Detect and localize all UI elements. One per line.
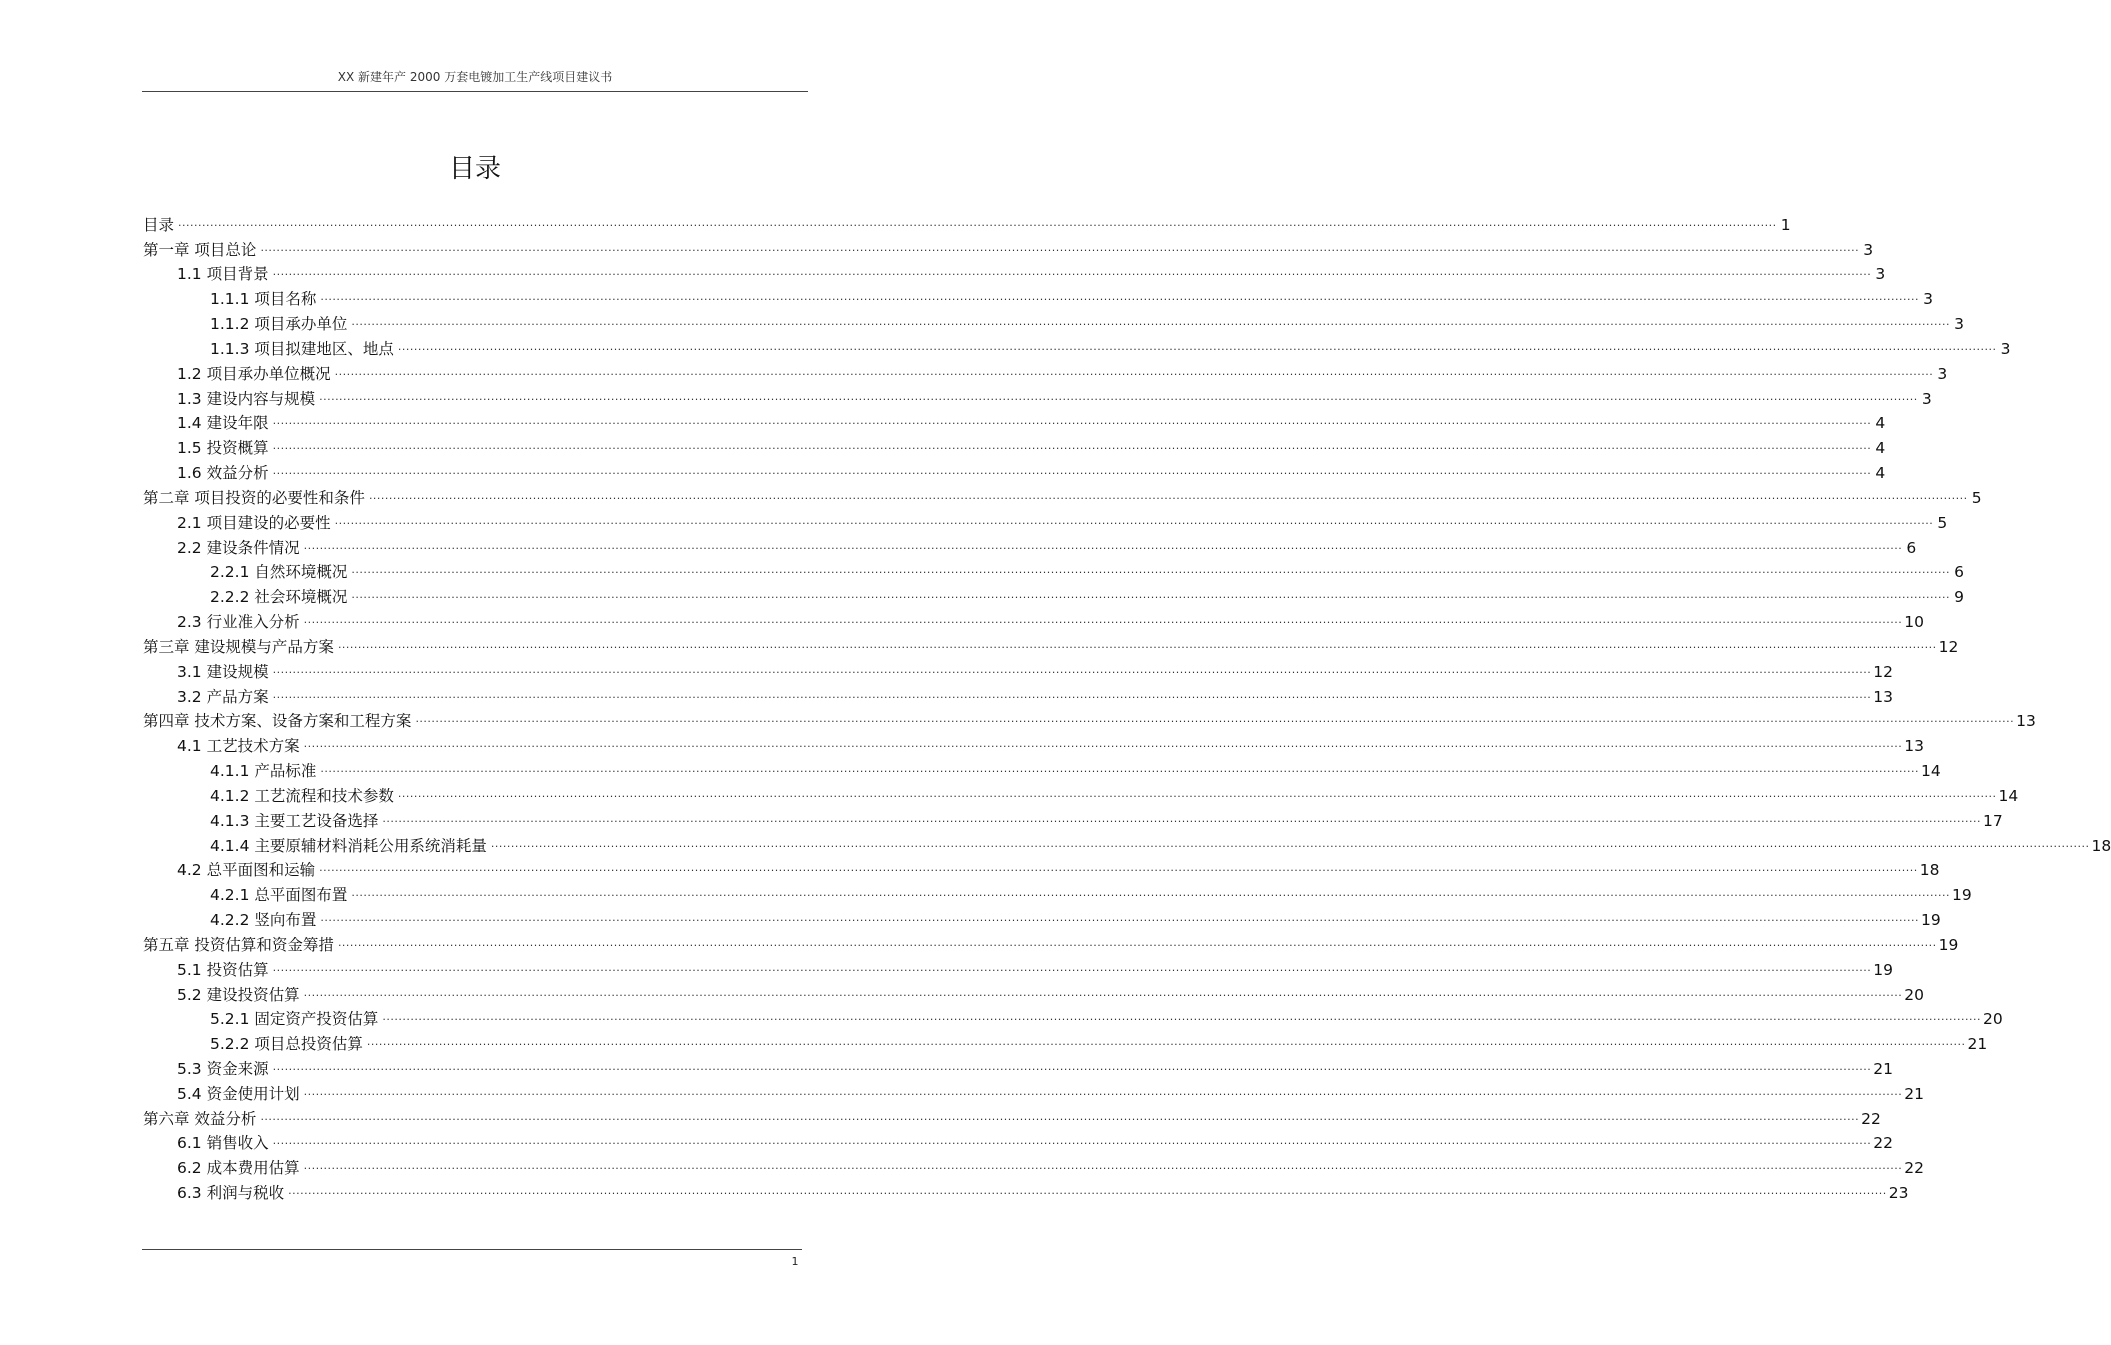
toc-entry-page: 18 <box>1919 861 1940 880</box>
toc-entry-page: 20 <box>1904 985 1924 1004</box>
toc-entry-page: 12 <box>1938 637 1959 656</box>
toc-entry-page: 4 <box>1875 464 1886 483</box>
toc-entry[interactable] <box>143 309 1965 334</box>
toc-entry-page: 19 <box>1938 935 1959 954</box>
toc-entry[interactable] <box>143 1178 1909 1203</box>
toc-entry-page: 21 <box>1967 1035 1988 1054</box>
dot-leader: ................................................................................................................................................................................................................................................................................................................................................................................................................ <box>272 414 1872 428</box>
toc-entry[interactable] <box>143 359 1948 384</box>
toc-entry-page: 10 <box>1904 613 1924 632</box>
toc-entry-label: 2.2 建设条件情况 <box>177 538 300 557</box>
dot-leader: ................................................................................................................................................................................................................................................................................................................................................................................................................ <box>303 985 1903 999</box>
page-title: 目录 <box>448 154 501 184</box>
toc-entry-label: 第三章 建设规模与产品方案 <box>143 637 334 656</box>
toc-entry-page: 18 <box>2091 836 2111 855</box>
dot-leader: ................................................................................................................................................................................................................................................................................................................................................................................................................ <box>303 1159 1903 1173</box>
toc-entry-page: 5 <box>1971 488 1982 507</box>
toc-entry[interactable] <box>143 955 1893 980</box>
toc-entry-page: 3 <box>1863 240 1874 259</box>
toc-entry-label: 目录 <box>143 215 175 234</box>
toc-entry-label: 2.3 行业准入分析 <box>177 613 300 632</box>
toc-entry[interactable] <box>143 582 1965 607</box>
toc-entry[interactable] <box>143 235 1874 260</box>
dot-leader: ................................................................................................................................................................................................................................................................................................................................................................................................................ <box>320 911 1920 925</box>
toc-entry[interactable] <box>143 731 1924 756</box>
dot-leader: ................................................................................................................................................................................................................................................................................................................................................................................................................ <box>303 613 1903 627</box>
toc-entry-label: 4.1.1 产品标准 <box>210 762 317 781</box>
dot-leader: ................................................................................................................................................................................................................................................................................................................................................................................................................ <box>272 265 1872 279</box>
toc-entry-page: 3 <box>1937 364 1948 383</box>
toc-entry-label: 第四章 技术方案、设备方案和工程方案 <box>143 712 412 731</box>
dot-leader: ................................................................................................................................................................................................................................................................................................................................................................................................................ <box>368 488 1968 502</box>
toc-entry-page: 19 <box>1952 886 1972 905</box>
toc-entry-label: 1.1.3 项目拟建地区、地点 <box>210 339 394 358</box>
toc-entry-label: 4.1.4 主要原辅材料消耗公用系统消耗量 <box>210 836 487 855</box>
toc-entry-page: 12 <box>1873 662 1893 681</box>
toc-entry-label: 5.1 投资估算 <box>177 960 269 979</box>
toc-entry-label: 6.2 成本费用估算 <box>177 1159 300 1178</box>
toc-entry[interactable] <box>143 1129 1893 1154</box>
dot-leader: ................................................................................................................................................................................................................................................................................................................................................................................................................ <box>272 439 1872 453</box>
toc-entry-page: 17 <box>1983 811 2003 830</box>
toc-entry[interactable] <box>143 657 1893 682</box>
toc-entry[interactable] <box>143 260 1886 285</box>
toc-entry[interactable] <box>143 707 2036 732</box>
toc-entry-label: 5.2.2 项目总投资估算 <box>210 1035 363 1054</box>
toc-entry[interactable] <box>143 334 2011 359</box>
toc-entry[interactable] <box>143 1079 1924 1104</box>
toc-entry-page: 22 <box>1904 1159 1924 1178</box>
toc-entry-label: 1.3 建设内容与规模 <box>177 389 316 408</box>
toc-entry-page: 3 <box>1923 290 1934 309</box>
toc-entry-page: 1 <box>1780 215 1791 234</box>
toc-entry-label: 1.5 投资概算 <box>177 439 269 458</box>
toc-entry[interactable] <box>143 607 1924 632</box>
dot-leader: ................................................................................................................................................................................................................................................................................................................................................................................................................ <box>337 637 1937 651</box>
toc-entry[interactable] <box>143 831 2111 856</box>
toc-entry-page: 9 <box>1954 588 1965 607</box>
toc-entry[interactable] <box>143 806 2003 831</box>
dot-leader: ................................................................................................................................................................................................................................................................................................................................................................................................................ <box>303 538 1903 552</box>
toc-entry[interactable] <box>143 632 1959 657</box>
toc-entry-label: 2.1 项目建设的必要性 <box>177 513 331 532</box>
toc-entry-label: 1.1.1 项目名称 <box>210 290 317 309</box>
toc-entry-label: 4.2 总平面图和运输 <box>177 861 316 880</box>
toc-entry[interactable] <box>143 508 1948 533</box>
toc-entry[interactable] <box>143 1029 1988 1054</box>
dot-leader: ................................................................................................................................................................................................................................................................................................................................................................................................................ <box>415 712 2015 726</box>
toc-entry-page: 20 <box>1983 1010 2003 1029</box>
toc-entry-label: 4.1.3 主要工艺设备选择 <box>210 811 379 830</box>
header-divider <box>142 91 808 92</box>
toc-entry-page: 13 <box>1873 687 1893 706</box>
toc-entry-label: 1.1.2 项目承办单位 <box>210 315 348 334</box>
toc-entry-page: 14 <box>1998 786 2019 805</box>
toc-entry-label: 4.1 工艺技术方案 <box>177 737 300 756</box>
toc-entry-page: 22 <box>1873 1134 1893 1153</box>
dot-leader: ................................................................................................................................................................................................................................................................................................................................................................................................................ <box>320 290 1920 304</box>
dot-leader: ................................................................................................................................................................................................................................................................................................................................................................................................................ <box>303 1084 1903 1098</box>
toc-entry[interactable] <box>143 1005 2003 1030</box>
toc-entry[interactable] <box>143 905 1941 930</box>
toc-entry[interactable] <box>143 980 1924 1005</box>
toc-entry-page: 23 <box>1888 1184 1909 1203</box>
dot-leader: ................................................................................................................................................................................................................................................................................................................................................................................................................ <box>334 513 1934 527</box>
toc-entry[interactable] <box>143 284 1934 309</box>
dot-leader: ................................................................................................................................................................................................................................................................................................................................................................................................................ <box>351 886 1951 900</box>
toc-entry[interactable] <box>143 409 1886 434</box>
toc-entry-label: 第五章 投资估算和资金筹措 <box>143 935 334 954</box>
toc-entry-page: 13 <box>1904 737 1924 756</box>
footer-divider <box>142 1249 802 1250</box>
dot-leader: ................................................................................................................................................................................................................................................................................................................................................................................................................ <box>366 1035 1966 1049</box>
dot-leader: ................................................................................................................................................................................................................................................................................................................................................................................................................ <box>351 315 1951 329</box>
toc-entry-page: 13 <box>2016 712 2036 731</box>
dot-leader: ................................................................................................................................................................................................................................................................................................................................................................................................................ <box>288 1184 1887 1198</box>
toc-entry[interactable] <box>143 210 1791 235</box>
toc-entry[interactable] <box>143 756 1941 781</box>
toc-entry-label: 1.6 效益分析 <box>177 464 269 483</box>
toc-entry-page: 3 <box>1921 389 1932 408</box>
table-of-contents <box>143 210 2111 1203</box>
dot-leader: ................................................................................................................................................................................................................................................................................................................................................................................................................ <box>272 662 1872 676</box>
toc-entry[interactable] <box>143 1054 1893 1079</box>
dot-leader: ................................................................................................................................................................................................................................................................................................................................................................................................................ <box>320 762 1920 776</box>
toc-entry-page: 4 <box>1875 439 1886 458</box>
dot-leader: ................................................................................................................................................................................................................................................................................................................................................................................................................ <box>272 687 1872 701</box>
dot-leader: ................................................................................................................................................................................................................................................................................................................................................................................................................ <box>272 1134 1872 1148</box>
toc-entry-label: 5.3 资金来源 <box>177 1059 269 1078</box>
running-header: XX 新建年产 2000 万套电镀加工生产线项目建议书 <box>337 70 613 84</box>
dot-leader: ................................................................................................................................................................................................................................................................................................................................................................................................................ <box>490 836 2090 850</box>
dot-leader: ................................................................................................................................................................................................................................................................................................................................................................................................................ <box>272 1059 1872 1073</box>
toc-entry[interactable] <box>143 880 1972 905</box>
toc-entry-page: 3 <box>1954 315 1965 334</box>
toc-entry-page: 5 <box>1937 513 1948 532</box>
toc-entry-page: 21 <box>1873 1059 1893 1078</box>
dot-leader: ................................................................................................................................................................................................................................................................................................................................................................................................................ <box>351 588 1951 602</box>
dot-leader: ................................................................................................................................................................................................................................................................................................................................................................................................................ <box>260 1109 1860 1123</box>
dot-leader: ................................................................................................................................................................................................................................................................................................................................................................................................................ <box>319 389 1918 403</box>
dot-leader: ................................................................................................................................................................................................................................................................................................................................................................................................................ <box>303 737 1903 751</box>
page-number: 1 <box>791 1255 799 1268</box>
toc-entry-label: 4.2.2 竖向布置 <box>210 911 317 930</box>
dot-leader: ................................................................................................................................................................................................................................................................................................................................................................................................................ <box>397 339 1997 353</box>
dot-leader: ................................................................................................................................................................................................................................................................................................................................................................................................................ <box>382 1010 1982 1024</box>
toc-entry[interactable] <box>143 458 1886 483</box>
toc-entry-label: 第二章 项目投资的必要性和条件 <box>143 488 365 507</box>
toc-entry[interactable] <box>143 930 1959 955</box>
toc-entry-label: 5.2 建设投资估算 <box>177 985 300 1004</box>
dot-leader: ................................................................................................................................................................................................................................................................................................................................................................................................................ <box>272 960 1872 974</box>
toc-entry-page: 4 <box>1875 414 1886 433</box>
dot-leader: ................................................................................................................................................................................................................................................................................................................................................................................................................ <box>319 861 1918 875</box>
toc-entry-page: 19 <box>1873 960 1893 979</box>
toc-entry-label: 6.3 利润与税收 <box>177 1184 285 1203</box>
toc-entry-label: 5.2.1 固定资产投资估算 <box>210 1010 379 1029</box>
dot-leader: ................................................................................................................................................................................................................................................................................................................................................................................................................ <box>382 811 1982 825</box>
toc-entry-page: 3 <box>2000 339 2011 358</box>
toc-entry[interactable] <box>143 682 1893 707</box>
toc-entry-page: 22 <box>1861 1109 1881 1128</box>
toc-entry-label: 4.2.1 总平面图布置 <box>210 886 348 905</box>
toc-entry[interactable] <box>143 781 2019 806</box>
toc-entry[interactable] <box>143 483 1982 508</box>
toc-entry-page: 21 <box>1904 1084 1924 1103</box>
toc-entry[interactable] <box>143 384 1932 409</box>
toc-entry[interactable] <box>143 533 1917 558</box>
toc-entry-label: 4.1.2 工艺流程和技术参数 <box>210 786 394 805</box>
toc-entry[interactable] <box>143 1104 1881 1129</box>
dot-leader: ................................................................................................................................................................................................................................................................................................................................................................................................................ <box>260 240 1860 254</box>
toc-entry-page: 6 <box>1906 538 1917 557</box>
toc-entry-label: 第六章 效益分析 <box>143 1109 257 1128</box>
dot-leader: ................................................................................................................................................................................................................................................................................................................................................................................................................ <box>272 464 1872 478</box>
toc-entry-label: 1.2 项目承办单位概况 <box>177 364 331 383</box>
toc-entry[interactable] <box>143 558 1965 583</box>
toc-entry-label: 2.2.1 自然环境概况 <box>210 563 348 582</box>
toc-entry[interactable] <box>143 433 1886 458</box>
toc-entry-label: 2.2.2 社会环境概况 <box>210 588 348 607</box>
toc-entry-label: 第一章 项目总论 <box>143 240 257 259</box>
dot-leader: ................................................................................................................................................................................................................................................................................................................................................................................................................ <box>337 935 1937 949</box>
toc-entry-label: 1.1 项目背景 <box>177 265 269 284</box>
toc-entry-label: 3.2 产品方案 <box>177 687 269 706</box>
dot-leader: ................................................................................................................................................................................................................................................................................................................................................................................................................ <box>351 563 1951 577</box>
toc-entry[interactable] <box>143 856 1940 881</box>
toc-entry-label: 5.4 资金使用计划 <box>177 1084 300 1103</box>
toc-entry-label: 3.1 建设规模 <box>177 662 269 681</box>
toc-entry-label: 1.4 建设年限 <box>177 414 269 433</box>
toc-entry[interactable] <box>143 1153 1924 1178</box>
toc-entry-page: 19 <box>1921 911 1941 930</box>
dot-leader: ................................................................................................................................................................................................................................................................................................................................................................................................................ <box>178 215 1777 229</box>
dot-leader: ................................................................................................................................................................................................................................................................................................................................................................................................................ <box>397 786 1997 800</box>
toc-entry-page: 6 <box>1954 563 1965 582</box>
dot-leader: ................................................................................................................................................................................................................................................................................................................................................................................................................ <box>334 364 1934 378</box>
toc-entry-page: 14 <box>1921 762 1941 781</box>
toc-entry-page: 3 <box>1875 265 1886 284</box>
toc-entry-label: 6.1 销售收入 <box>177 1134 269 1153</box>
